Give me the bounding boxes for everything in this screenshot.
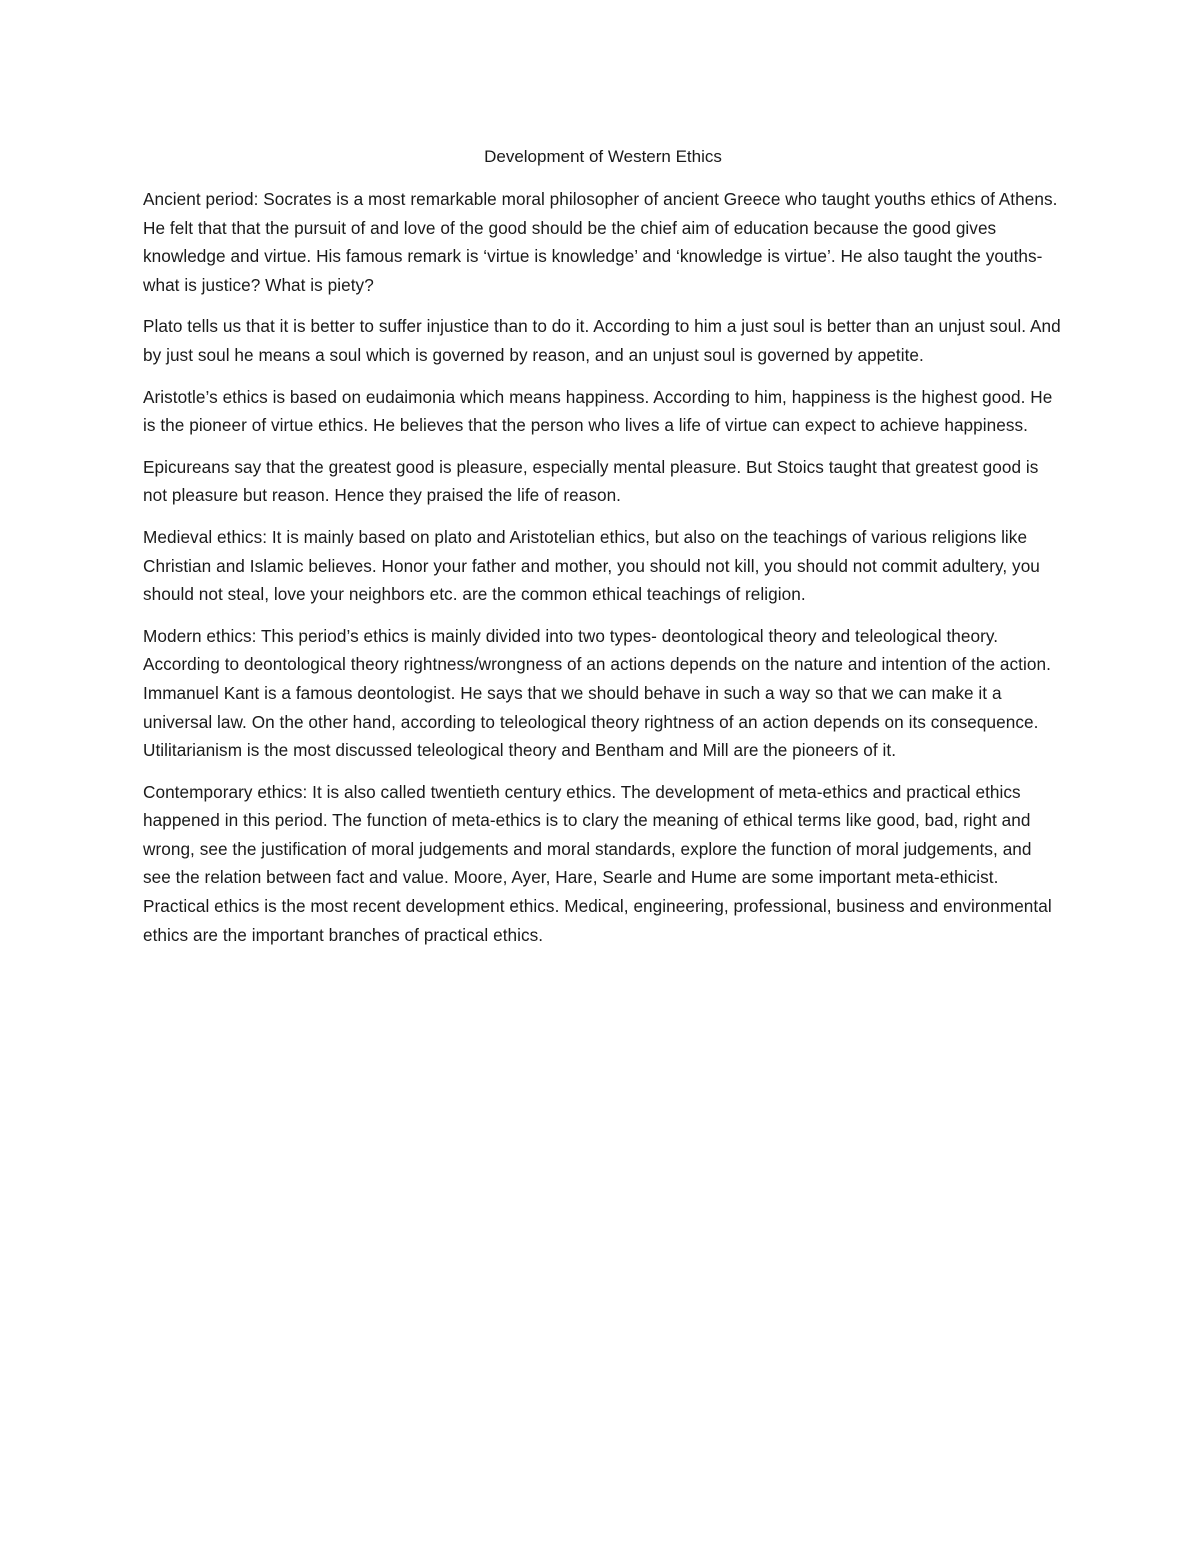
paragraph-medieval-ethics: Medieval ethics: It is mainly based on plato and Aristotelian ethics, but also on the teachings of various religions like Christian and Islamic believes. Honor your father and mother, you should not kill, you should not commit adultery, you should not steal, love your neighbors etc. are the common ethical teachings of religion. — [143, 526, 1040, 605]
paragraph-plato: Plato tells us that it is better to suffer injustice than to do it. According to him a just soul is better than an unjust soul. And by just soul he means a soul which is governed by reason, and an unjust soul is governed by appetite. — [143, 316, 1061, 365]
paragraph-contemporary-ethics: Contemporary ethics: It is also called twentieth century ethics. The development of meta-ethics and practical ethics happened in this period. The function of meta-ethics is to clary the meaning of ethical terms like good, bad, right and wrong, see the justification of moral judgements and moral standards, explore the function of moral judgements, and see the relation between fact and value. Moore, Ayer, Hare, Searle and Hume are some important meta-ethicist. Practical ethics is the most recent development ethics. Medical, engineering, professional, business and environmental ethics are the important branches of practical ethics. — [143, 781, 1052, 945]
document-body — [143, 143, 1063, 962]
paragraph-modern-ethics: Modern ethics: This period’s ethics is mainly divided into two types- deontological theory and teleological theory. According to deontological theory rightness/wrongness of an actions depends on the nature and intention of the action. Immanuel Kant is a famous deontologist. He says that we should behave in such a way so that we can make it a universal law. On the other hand, according to teleological theory rightness of an action depends on its consequence. Utilitarianism is the most discussed teleological theory and Bentham and Mill are the pioneers of it. — [143, 625, 1051, 761]
paragraph-epicureans-stoics: Epicureans say that the greatest good is pleasure, especially mental pleasure. But Stoics taught that greatest good is not pleasure but reason. Hence they praised the life of reason. — [143, 456, 1039, 506]
paragraph-ancient-period: Ancient period: Socrates is a most remarkable moral philosopher of ancient Greece who taught youths ethics of Athens. He felt that that the pursuit of and love of the good should be the chief aim of education because the good gives knowledge and virtue. His famous remark is ‘virtue is knowledge’ and ‘knowledge is virtue’. He also taught the youths- what is justice? What is piety? — [143, 189, 1058, 295]
paragraph-aristotle: Aristotle’s ethics is based on eudaimonia which means happiness. According to him, happiness is the highest good. He is the pioneer of virtue ethics. He believes that the person who lives a life of virtue can expect to achieve happiness. — [143, 386, 1053, 436]
document-title: Development of Western Ethics — [484, 147, 722, 166]
